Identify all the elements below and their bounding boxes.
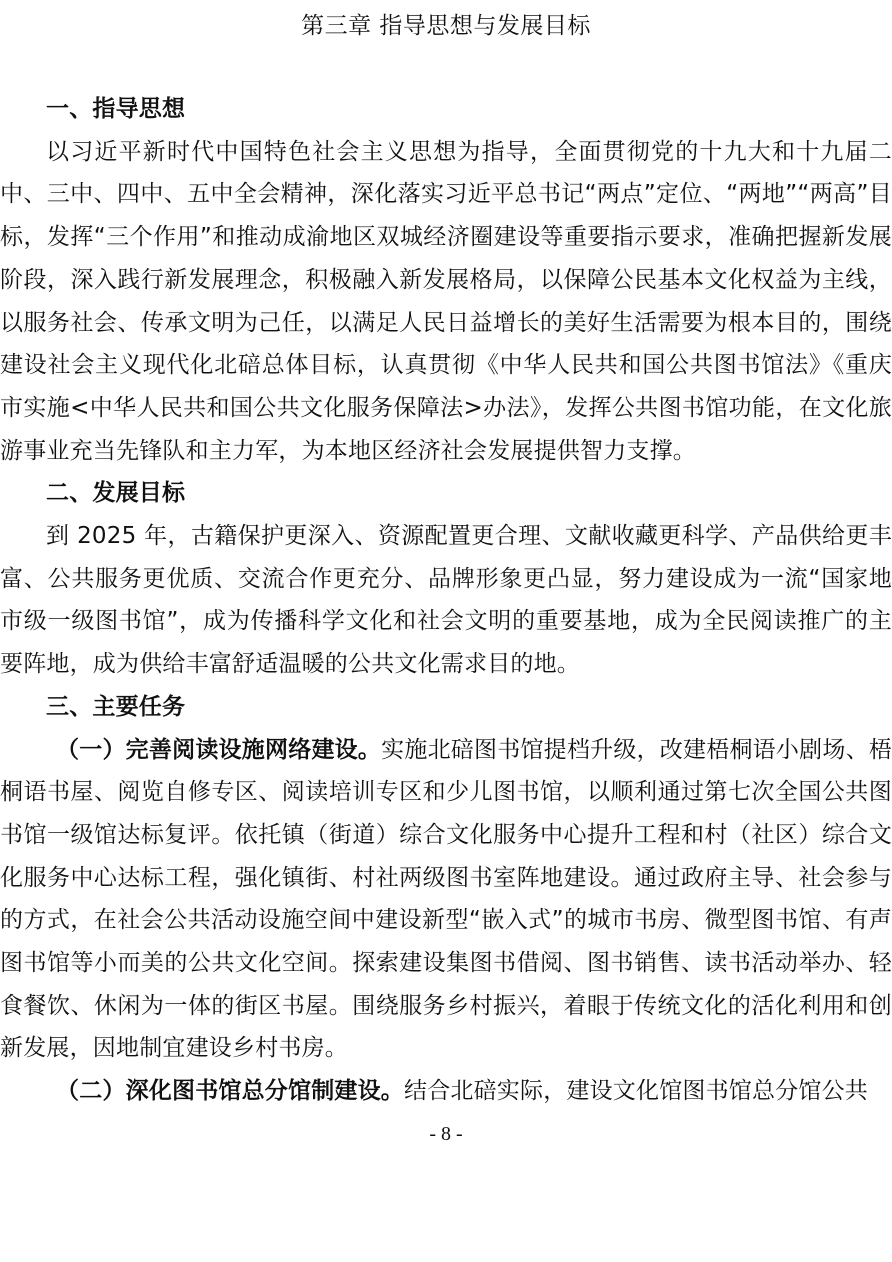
section-heading-development-goal: 二、发展目标 bbox=[46, 480, 186, 507]
section-heading-guiding-ideology: 一、指导思想 bbox=[46, 96, 186, 122]
task-label-reading-facilities: （一）完善阅读设施网络建设。 bbox=[56, 736, 382, 763]
paragraph-guiding-ideology: 以习近平新时代中国特色社会主义思想为指导，全面贯彻党的十九大和十九届二中、三中、四中、五中全会精神，深化落实习近平总书记“两点”定位、“两地”“两高”目标，发挥“三个作用”和推动成渝地区双城经济圈建设等重要指示要求，准确把握新发展阶段，深入践行新发展理念，积极融入新发展格局，以保障公民基本文化权益为主线，以服务社会、传承文明为己任，以满足人民日益增长的美好生活需要为根本目的，围绕建设社会主义现代化北碚总体目标，认真贯彻《中华人民共和国公共图书馆法》《重庆市实施<中华人民共和国公共文化服务保障法>办法》，发挥公共图书馆功能，在文化旅游事业充当先锋队和主力军，为本地区经济社会发展提供智力支撑。 bbox=[0, 138, 892, 464]
task-text-reading-facilities: 实施北碚图书馆提档升级，改建梧桐语小剧场、梧桐语书屋、阅览自修专区、阅读培训专区和少儿图书馆，以顺利通过第七次全国公共图书馆一级馆达标复评。依托镇（街道）综合文化服务中心提升工程和村（社区）综合文化服务中心达标工程，强化镇街、村社两级图书室阵地建设。通过政府主导、社会参与的方式，在社会公共活动设施空间中建设新型“嵌入式”的城市书房、微型图书馆、有声图书馆等小而美的公共文化空间。探索建设集图书借阅、图书销售、读书活动举办、轻食餐饮、休闲为一体的街区书屋。围绕服务乡村振兴，着眼于传统文化的活化利用和创新发展，因地制宜建设乡村书房。 bbox=[0, 736, 892, 1062]
document-body bbox=[0, 88, 892, 1113]
task-paragraph-reading-facilities bbox=[0, 729, 892, 1071]
page-number: - 8 - bbox=[429, 1123, 463, 1145]
task-paragraph-branch-system bbox=[0, 1070, 892, 1113]
paragraph-development-goal: 到 2025 年，古籍保护更深入、资源配置更合理、文献收藏更科学、产品供给更丰富、公共服务更优质、交流合作更充分、品牌形象更凸显，努力建设成为一流“国家地市级一级图书馆”，成为传播科学文化和社会文明的重要基地，成为全民阅读推广的主要阵地，成为供给丰富舒适温暖的公共文化需求目的地。 bbox=[0, 523, 892, 678]
chapter-title: 第三章 指导思想与发展目标 bbox=[301, 13, 591, 39]
task-label-branch-system: （二）深化图书馆总分馆制建设。 bbox=[56, 1078, 404, 1105]
section-heading-main-tasks: 三、主要任务 bbox=[46, 693, 186, 720]
task-text-branch-system: 结合北碚实际，建设文化馆图书馆总分馆公共 bbox=[404, 1078, 868, 1105]
